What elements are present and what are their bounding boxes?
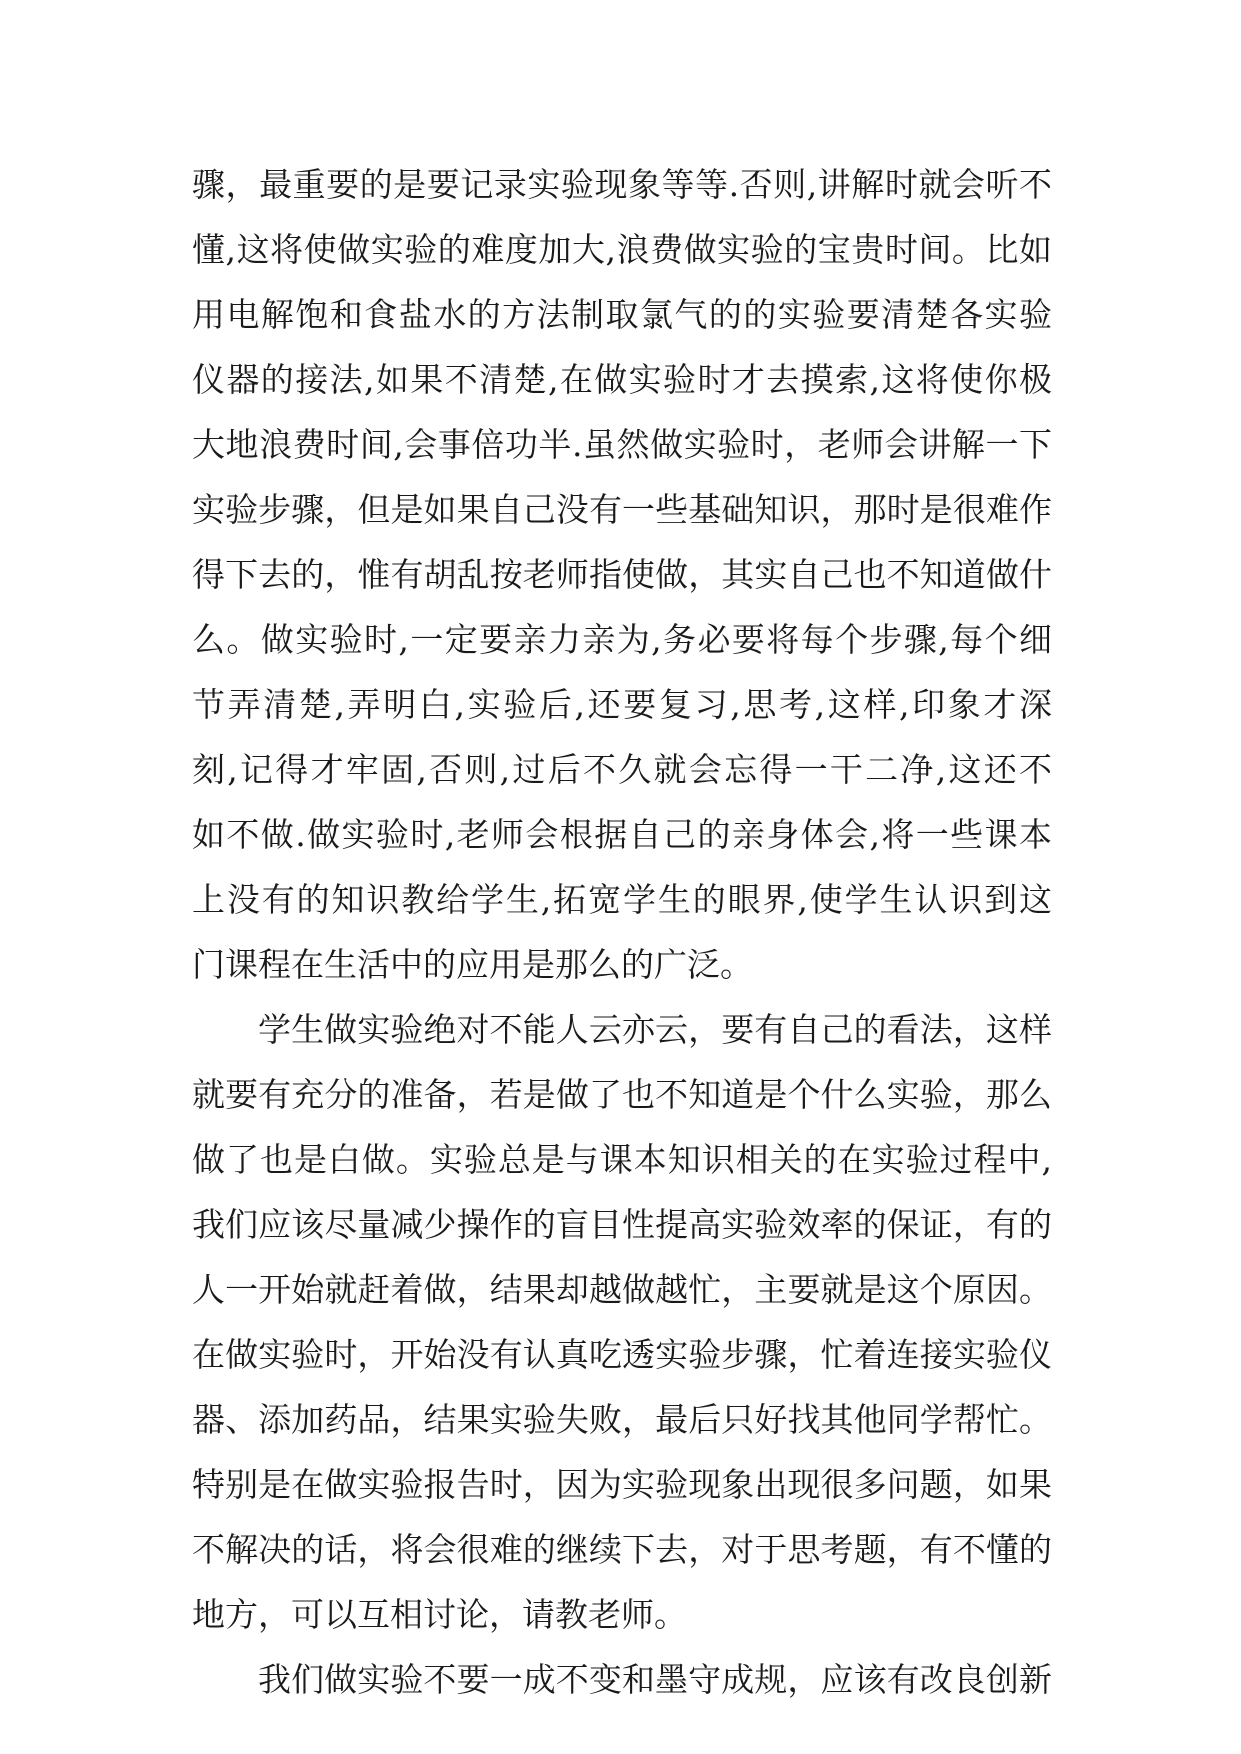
body-text xyxy=(192,152,1052,1712)
text-line: 么。做实验时,一定要亲力亲为,务必要将每个步骤,每个细 xyxy=(192,620,1052,659)
text-line: 特别是在做实验报告时，因为实验现象出现很多问题，如果 xyxy=(192,1465,1052,1504)
text-line: 器、添加药品，结果实验失败，最后只好找其他同学帮忙。 xyxy=(192,1400,1052,1439)
text-line: 人一开始就赶着做，结果却越做越忙，主要就是这个原因。 xyxy=(192,1270,1052,1309)
text-line: 我们应该尽量减少操作的盲目性提高实验效率的保证，有的 xyxy=(192,1205,1052,1244)
text-line: 节弄清楚,弄明白,实验后,还要复习,思考,这样,印象才深 xyxy=(192,685,1052,724)
text-line: 我们做实验不要一成不变和墨守成规，应该有改良创新 xyxy=(258,1660,1052,1699)
text-line: 得下去的，惟有胡乱按老师指使做，其实自己也不知道做什 xyxy=(192,555,1052,594)
text-line: 门课程在生活中的应用是那么的广泛。 xyxy=(192,945,753,984)
text-line: 不解决的话，将会很难的继续下去，对于思考题，有不懂的 xyxy=(192,1530,1052,1569)
text-line: 在做实验时，开始没有认真吃透实验步骤，忙着连接实验仪 xyxy=(192,1335,1052,1374)
text-line: 刻,记得才牢固,否则,过后不久就会忘得一干二净,这还不 xyxy=(192,750,1052,789)
text-line: 就要有充分的准备，若是做了也不知道是个什么实验，那么 xyxy=(192,1075,1052,1114)
text-line: 骤，最重要的是要记录实验现象等等.否则,讲解时就会听不 xyxy=(192,165,1052,204)
text-line: 用电解饱和食盐水的方法制取氯气的的实验要清楚各实验 xyxy=(192,295,1052,334)
text-line: 仪器的接法,如果不清楚,在做实验时才去摸索,这将使你极 xyxy=(192,360,1052,399)
text-line: 做了也是白做。实验总是与课本知识相关的在实验过程中, xyxy=(192,1140,1052,1179)
text-line: 学生做实验绝对不能人云亦云，要有自己的看法，这样 xyxy=(258,1010,1052,1049)
text-line: 如不做.做实验时,老师会根据自己的亲身体会,将一些课本 xyxy=(192,815,1052,854)
text-line: 上没有的知识教给学生,拓宽学生的眼界,使学生认识到这 xyxy=(192,880,1052,919)
text-line: 大地浪费时间,会事倍功半.虽然做实验时，老师会讲解一下 xyxy=(192,425,1052,464)
text-line: 懂,这将使做实验的难度加大,浪费做实验的宝贵时间。比如 xyxy=(192,230,1052,269)
text-line: 实验步骤，但是如果自己没有一些基础知识，那时是很难作 xyxy=(192,490,1052,529)
text-line: 地方，可以互相讨论，请教老师。 xyxy=(192,1595,687,1634)
